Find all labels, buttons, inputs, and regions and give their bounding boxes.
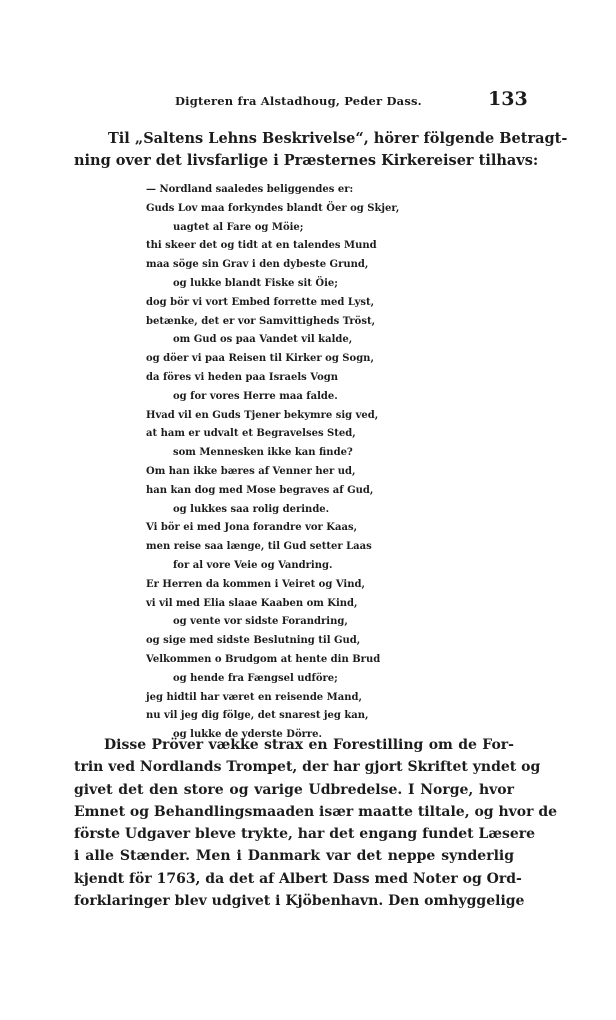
poem-line: uagtet al Fare og Möie; [173, 221, 304, 233]
poem-line: vi vil med Elia slaae Kaaben om Kind, [146, 597, 358, 609]
poem-line: og döer vi paa Reisen til Kirker og Sogn, [146, 353, 374, 365]
intro-paragraph [74, 128, 568, 172]
poem-line: for al vore Veie og Vandring. [173, 559, 333, 571]
poem-line: nu vil jeg dig fölge, det snarest jeg kan, [146, 710, 369, 722]
prose-paragraph [74, 734, 558, 912]
prose-line: förste Udgaver bleve trykte, har det engang fundet Læsere [74, 826, 536, 843]
poem-line: og vente vor sidste Forandring, [173, 616, 348, 628]
poem-line: Er Herren da kommen i Veiret og Vind, [146, 578, 365, 590]
poem-line: thi skeer det og tidt at en talendes Mund [146, 240, 377, 252]
poem-line: som Mennesken ikke kan finde? [173, 447, 353, 459]
intro-line: ning over det livsfarlige i Præsternes Kirkereiser tilhavs: [74, 152, 539, 169]
poem-line: og lukkes saa rolig derinde. [173, 503, 330, 515]
prose-line: forklaringer blev udgivet i Kjöbenhavn. Den omhyggelige [74, 893, 525, 910]
poem-line: — Nordland saaledes beliggendes er: [146, 184, 354, 195]
poem-block [146, 181, 446, 745]
page-number: 133 [488, 88, 528, 110]
poem-line: Om han ikke bæres af Venner her ud, [146, 465, 356, 477]
poem-line: Hvad vil en Guds Tjener bekymre sig ved, [146, 409, 379, 421]
poem-line: og for vores Herre maa falde. [173, 390, 338, 402]
poem-line: at ham er udvalt et Begravelses Sted, [146, 428, 356, 440]
poem-line: om Gud os paa Vandet vil kalde, [173, 334, 353, 346]
prose-line: trin ved Nordlands Trompet, der har gjort Skriftet yndet og [74, 759, 541, 776]
prose-line: Emnet og Behandlingsmaaden især maatte tiltale, og hvor de [74, 803, 558, 820]
prose-line: i alle Stænder. Men i Danmark var det neppe synderlig [74, 848, 514, 865]
poem-line: da föres vi heden paa Israels Vogn [146, 371, 339, 383]
prose-line: Disse Pröver vække strax en Forestilling om de For- [104, 737, 514, 753]
poem-line: Guds Lov maa forkyndes blandt Öer og Skjer, [146, 202, 400, 214]
poem-line: Velkommen o Brudgom at hente din Brud [146, 653, 381, 665]
poem-line: Vi bör ei med Jona forandre vor Kaas, [146, 522, 358, 534]
poem-line: dog bör vi vort Embed forrette med Lyst, [146, 296, 375, 308]
poem-line: og lukke de yderste Dörre. [173, 729, 322, 741]
poem-line: og lukke blandt Fiske sit Öie; [173, 277, 338, 289]
poem-line: han kan dog med Mose begraves af Gud, [146, 484, 374, 496]
poem-line: jeg hidtil har været en reisende Mand, [146, 691, 362, 703]
prose-line: givet det den store og varige Udbredelse. I Norge, hvor [74, 781, 514, 798]
poem-line: betænke, det er vor Samvittigheds Tröst, [146, 315, 376, 327]
poem-line: maa söge sin Grav i den dybeste Grund, [146, 259, 369, 271]
poem-line: men reise saa længe, til Gud setter Laas [146, 541, 372, 553]
poem-line: og sige med sidste Beslutning til Gud, [146, 635, 361, 647]
prose-line: kjendt för 1763, da det af Albert Dass med Noter og Ord- [74, 870, 522, 887]
intro-line: Til „Saltens Lehns Beskrivelse“, hörer fölgende Betragt- [108, 130, 568, 147]
poem-line: og hende fra Fængsel udföre; [173, 672, 338, 684]
running-head: Digteren fra Alstadhoug, Peder Dass. [175, 94, 422, 108]
